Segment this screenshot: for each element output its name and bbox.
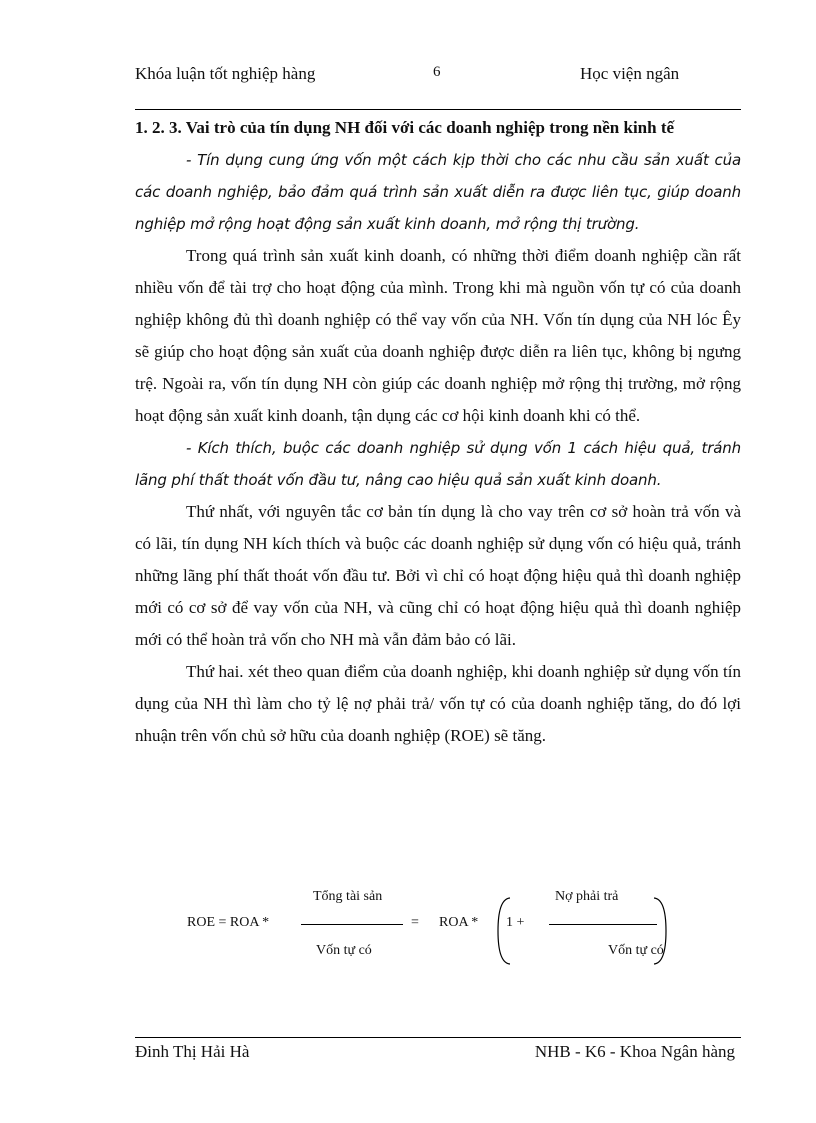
page-number: 6 — [433, 64, 441, 80]
paragraph-point-capital-supply: - Tín dụng cung ứng vốn một cách kịp thời cho các nhu cầu sản xuất của các doanh nghiệp, bảo đảm quá trình sản xuất diễn ra được liên tục, giúp doanh nghiệp mở rộng hoạt động sản xuất kinh doanh, mở rộng thị trường. — [135, 151, 741, 233]
paragraph-point-efficiency: - Kích thích, buộc các doanh nghiệp sử dụng vốn 1 cách hiệu quả, tránh lãng phí thất thoát vốn đầu tư, nâng cao hiệu quả sản xuất kinh doanh. — [135, 439, 741, 489]
header-institution: Học viện ngân — [580, 64, 680, 83]
left-paren-icon — [496, 897, 512, 965]
fraction-bar-2 — [549, 924, 657, 925]
footer-divider — [135, 1037, 741, 1038]
header-thesis-label: Khóa luận tốt nghiệp hàng — [135, 64, 316, 83]
paragraph-second-reason: Thứ hai. xét theo quan điểm của doanh nghiệp, khi doanh nghiệp sử dụng vốn tín dụng của NH thì làm cho tỷ lệ nợ phải trả/ vốn tự có của doanh nghiệp tăng, do đó lợi nhuận trên vốn chủ sở hữu của doanh nghiệp (ROE) sẽ tăng. — [135, 662, 741, 745]
formula-total-assets: Tổng tài sản — [313, 889, 383, 904]
formula-equity-1: Vốn tự có — [316, 943, 372, 958]
main-content — [135, 112, 741, 752]
formula-roa: ROA * — [439, 915, 479, 930]
right-paren-icon — [652, 897, 668, 965]
paragraph-capital-needs: Trong quá trình sản xuất kinh doanh, có những thời điểm doanh nghiệp cần rất nhiều vốn để tài trợ cho hoạt động của mình. Trong khi mà nguồn vốn tự có của doanh nghiệp không đủ thì doanh nghiệp có thể vay vốn của NH. Vốn tín dụng của NH lóc Êy sẽ giúp cho hoạt động sản xuất của doanh nghiệp được diễn ra liên tục, không bị ngưng trệ. Ngoài ra, vốn tín dụng NH còn giúp các doanh nghiệp mở rộng thị trường, mở rộng hoạt động sản xuất kinh doanh, tận dụng các cơ hội kinh doanh khi có thể. — [135, 246, 741, 425]
page-footer — [135, 1042, 741, 1068]
formula-equals: = — [411, 915, 419, 930]
formula-equity-2: Vốn tự có — [608, 943, 664, 958]
formula-one-plus: 1 + — [506, 915, 525, 930]
header-divider — [135, 109, 741, 110]
section-heading: 1. 2. 3. Vai trò của tín dụng NH đối với các doanh nghiệp trong nền kinh tế — [135, 118, 675, 137]
footer-author: Đinh Thị Hải Hà — [135, 1042, 250, 1061]
fraction-bar-1 — [301, 924, 403, 925]
formula-liabilities: Nợ phải trả — [555, 889, 619, 904]
roe-formula — [135, 885, 741, 970]
page-header — [135, 60, 740, 108]
formula-lhs: ROE = ROA * — [187, 915, 270, 930]
paragraph-first-reason: Thứ nhất, với nguyên tắc cơ bản tín dụng là cho vay trên cơ sở hoàn trả vốn và có lãi, tín dụng NH kích thích và buộc các doanh nghiệp sử dụng vốn có hiệu quả, tránh những lãng phí thất thoát vốn đầu tư. Bởi vì chỉ có hoạt động hiệu quả thì doanh nghiệp mới có cơ sở để vay vốn của NH, và cũng chỉ có hoạt động hiệu quả thì doanh nghiệp mới có thể hoàn trả vốn cho NH mà vẫn đảm bảo có lãi. — [135, 502, 741, 649]
footer-course: NHB - K6 - Khoa Ngân hàng — [534, 1042, 735, 1061]
